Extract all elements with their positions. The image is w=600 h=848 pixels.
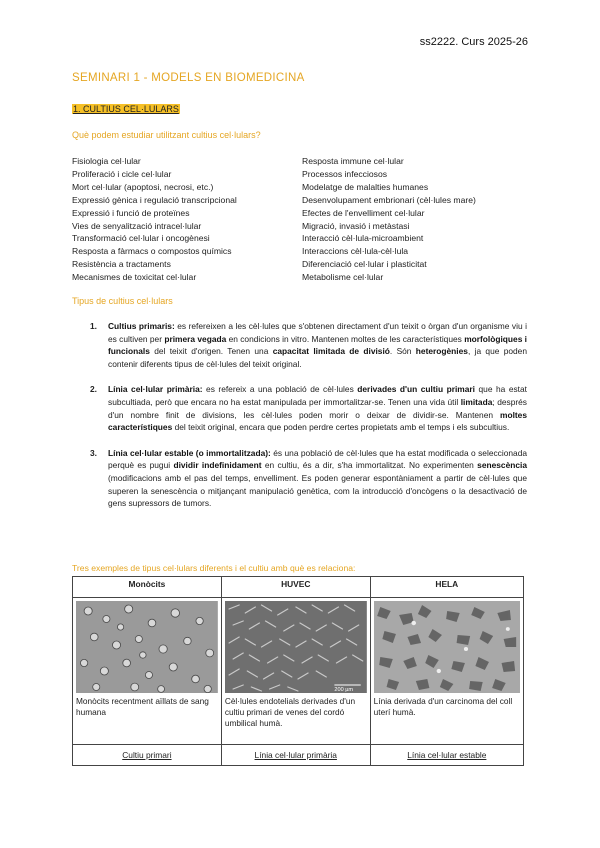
list-item: Mort cel·lular (apoptosi, necrosi, etc.) bbox=[72, 181, 214, 192]
list-item: Efectes de l'envelliment cel·lular bbox=[302, 207, 425, 218]
list-item: Migració, invasió i metàstasi bbox=[302, 220, 410, 231]
culture-type-label: Línia cel·lular primària bbox=[221, 745, 370, 766]
term: moltes característiques bbox=[108, 409, 527, 433]
study-topics-left bbox=[72, 155, 302, 284]
list-item: Expressió gènica i regulació transcripcional bbox=[72, 194, 237, 205]
study-topics bbox=[72, 155, 532, 284]
hela-micrograph bbox=[374, 601, 520, 693]
culture-type-primary bbox=[90, 320, 527, 370]
text: del teixit original, encara que poden perdre certes propietats amb el temps i els subcultius. bbox=[172, 422, 510, 433]
hela-cell bbox=[370, 598, 523, 745]
monocytes-micrograph bbox=[76, 601, 218, 693]
item-number: 1. bbox=[90, 321, 97, 331]
text: que ha estat subcultiada, però que encara no ha estat manipulada per immortalitzar-se. Tenen una vida útil bbox=[108, 384, 527, 407]
list-item: Metabolisme cel·lular bbox=[302, 272, 384, 283]
list-item: Resposta immune cel·lular bbox=[302, 156, 404, 166]
term: limitada bbox=[460, 396, 493, 407]
term: senescència bbox=[477, 460, 527, 471]
text: és una població de cèl·lules que ha estat modificada o seleccionada perquè es pugui bbox=[108, 447, 528, 471]
list-item: Resposta a fàrmacs o compostos químics bbox=[72, 246, 232, 257]
list-item: Expressió i funció de proteïnes bbox=[72, 207, 190, 218]
list-item: Vies de senyalització intracel·lular bbox=[72, 220, 202, 231]
term: dividir indefinidament bbox=[173, 460, 262, 471]
question-heading: Què podem estudiar utilitzant cultius cel·lulars? bbox=[72, 130, 261, 140]
text: ; després d'un nombre finit de divisions, les cèl·lules poden morir o deixar de dividir-se. Mantenen bbox=[108, 396, 527, 420]
cell-examples-table bbox=[72, 576, 524, 766]
term: morfològiques i funcionals bbox=[108, 333, 528, 357]
culture-type-primary-line bbox=[90, 383, 527, 433]
caption: Monòcits recentment aïllats de sang humana bbox=[76, 696, 209, 717]
text: del teixit d'origen. Tenen una bbox=[149, 346, 273, 357]
course-code: ss2222. Curs 2025-26 bbox=[419, 36, 528, 48]
list-item: Interacció cèl·lula-microambient bbox=[302, 233, 424, 244]
caption: Línia derivada d'un carcinoma del coll uterí humà. bbox=[373, 696, 513, 717]
scale-bar-label: 200 µm bbox=[334, 687, 353, 693]
section-heading: 1. CULTIUS CEL·LULARS bbox=[73, 104, 179, 114]
text: en condicions in vitro. Mantenen moltes de les característiques bbox=[226, 333, 465, 344]
term: heterogènies bbox=[415, 346, 468, 357]
item-number: 3. bbox=[90, 447, 97, 458]
table-header: HELA bbox=[370, 577, 523, 598]
text: es refereixen a les cèl·lules que s'obtenen directament d'un teixit o òrgan d'un organisme viu i es cultiven per bbox=[108, 321, 527, 344]
text: en cultiu, és a dir, s'ha immortalitzat. No experimenten bbox=[261, 460, 478, 471]
monocytes-cell bbox=[73, 598, 222, 745]
list-item: Proliferació i cicle cel·lular bbox=[72, 168, 172, 179]
types-heading: Tipus de cultius cel·lulars bbox=[72, 296, 173, 306]
term: Línia cel·lular primària: bbox=[108, 384, 203, 395]
study-topics-right bbox=[302, 155, 532, 284]
list-item: Resistència a tractaments bbox=[72, 259, 171, 270]
term: capacitat limitada de divisió bbox=[272, 346, 390, 357]
culture-type-stable-line bbox=[90, 447, 527, 510]
table-heading: Tres exemples de tipus cel·lulars diferents i el cultiu amb què es relaciona: bbox=[72, 563, 356, 573]
term: derivades d'un cultiu primari bbox=[357, 384, 475, 395]
list-item: Processos infecciosos bbox=[302, 168, 388, 179]
culture-type-label: Línia cel·lular estable bbox=[370, 745, 523, 766]
list-item: Transformació cel·lular i oncogènesi bbox=[72, 233, 210, 244]
item-number: 2. bbox=[90, 384, 97, 395]
list-item: Modelatge de malalties humanes bbox=[302, 181, 429, 192]
term: Cultius primaris: bbox=[108, 321, 175, 331]
page-title: SEMINARI 1 - MODELS EN BIOMEDICINA bbox=[72, 72, 305, 84]
list-item: Interaccions cèl·lula-cèl·lula bbox=[302, 246, 409, 257]
table-header: Monòcits bbox=[73, 577, 222, 598]
huvec-cell bbox=[221, 598, 370, 745]
text: es refereix a una població de cèl·lules bbox=[202, 384, 358, 395]
table-header: HUVEC bbox=[221, 577, 370, 598]
term: primera vegada bbox=[164, 333, 227, 344]
text: (modificacions amb el pas del temps, envelliment. Es poden generar espontàniament a partir de cèl·lules que superen la senescència o mitjançant manipulació genètica, com la introducció d'oncògens o la desactivació de gens supressors de tumors. bbox=[108, 472, 527, 509]
text: . Són bbox=[389, 346, 416, 357]
term: Línia cel·lular estable (o immortalitzada): bbox=[108, 447, 271, 458]
list-item: Fisiologia cel·lular bbox=[72, 156, 141, 166]
list-item: Diferenciació cel·lular i plasticitat bbox=[302, 259, 427, 270]
list-item: Desenvolupament embrionari (cèl·lules mare) bbox=[302, 194, 476, 205]
list-item: Mecanismes de toxicitat cel·lular bbox=[72, 272, 197, 283]
culture-types-list bbox=[90, 320, 527, 523]
caption: Cèl·lules endotelials derivades d'un cultiu primari de venes del cordó umbilical humà. bbox=[224, 696, 356, 728]
huvec-micrograph bbox=[225, 601, 367, 693]
text: , ja que poden contenir diferents tipus de cèl·lules del teixit original. bbox=[108, 346, 527, 369]
culture-type-label: Cultiu primari bbox=[73, 745, 222, 766]
